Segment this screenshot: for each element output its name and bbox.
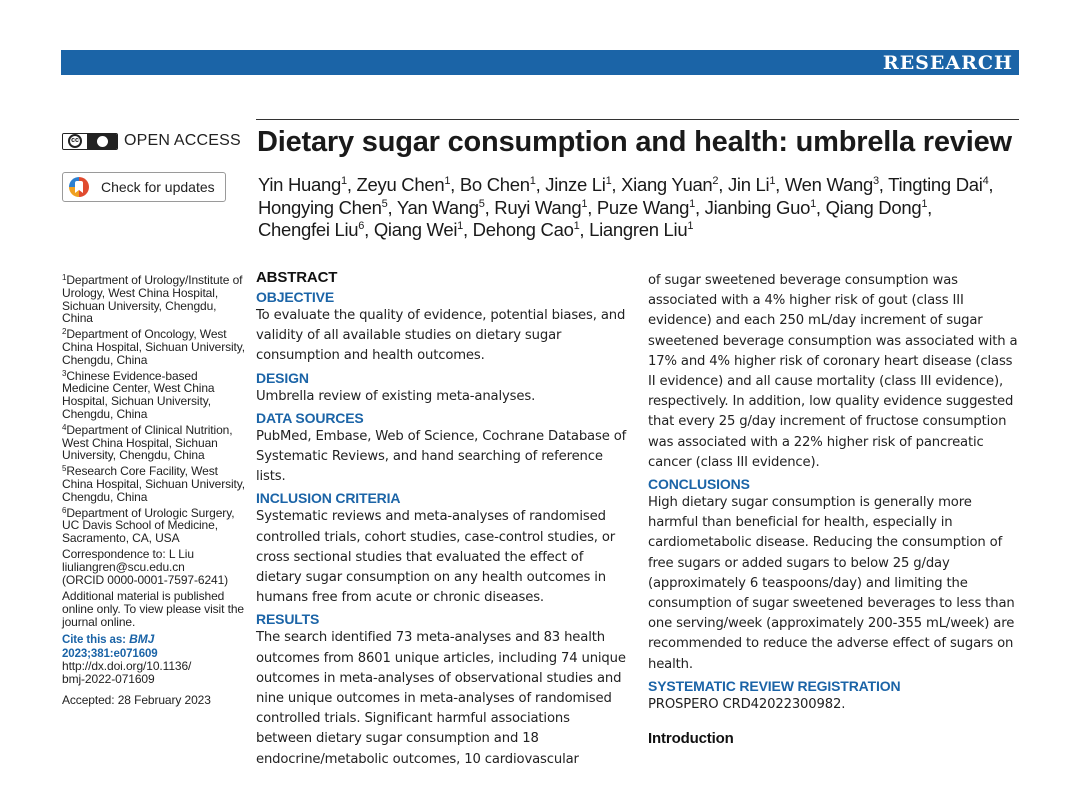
citation [62,633,247,686]
author-name: Yan Wang [396,196,479,218]
author-name: Puze Wang [596,196,690,218]
author-affiliation-number: 6 [358,220,365,232]
author-affiliation-number: 5 [478,197,485,210]
author-name: Xiang Yuan [621,174,713,195]
conclusions-text: High dietary sugar consumption is generally more harmful than beneficial for health, especially in cardiometabolic disease. Reducing the consumption of free sugars or added sugars to below 25 g/day (approximately 6 teaspoons/day) and limiting the consumption of sugar sweetened beverages to less than one serving/week (approximately 200-355 mL/week) are recommended to reduce the adverse effect of sugars on health. [648,495,1015,672]
affiliation-text: Department of Clinical Nutrition, West China Hospital, Sichuan University, Chengdu, China [62,422,233,463]
author-name: Qiang Wei [373,219,458,240]
accepted-date [62,694,247,707]
registration-heading: SYSTEMATIC REVIEW REGISTRATION [648,677,901,694]
results-heading: RESULTS [256,611,320,628]
affiliation-item [62,507,247,545]
affiliation-text: Research Core Facility, West China Hospital, Sichuan University, Chengdu, China [62,464,246,504]
correspondence [62,548,247,586]
affiliation-item [62,328,247,366]
author-name: Jinze Li [545,174,606,195]
conclusions-heading: CONCLUSIONS [648,476,750,493]
registration-text: PROSPERO CRD42022300982. [648,696,846,712]
article-title: Dietary sugar consumption and health: umbrella review [257,126,1012,158]
doi-link[interactable]: http://dx.doi.org/10.1136/ [62,659,192,674]
author-name: Tingting Dai [888,174,983,195]
data-sources-heading: DATA SOURCES [256,409,364,426]
author-affiliation-number: 1 [581,197,588,210]
author-affiliation-number: 1 [769,175,776,187]
affiliation-text: Chinese Evidence-based Medicine Center, West China Hospital, Sichuan University, Chengdu, China [62,368,215,421]
title-rule [256,119,1019,120]
author-affiliation-number: 5 [381,197,388,210]
affiliation-number: 4 [62,422,67,432]
cite-journal: BMJ [129,631,155,646]
author-name: Qiang Dong [825,196,922,218]
author-name: Ruyi Wang [494,196,582,218]
doi-link-cont[interactable]: bmj-2022-071609 [62,672,155,687]
author-affiliation-number: 1 [921,197,928,210]
author-name: Liangren Liu [589,219,688,240]
author-affiliation-number: 1 [341,175,347,187]
affiliation-text: Department of Urology/Institute of Urology, West China Hospital, Sichuan University, Chengdu, China [62,273,243,326]
objective-heading: OBJECTIVE [256,289,335,305]
affiliation-item [62,465,247,503]
correspondence-orcid: (ORCID 0000-0001-7597-6241) [62,572,229,587]
cite-ref: 2023;381:e071609 [62,647,158,660]
additional-material-note: Additional material is published online only. To view please visit the journal online. [62,589,244,629]
author-name: Bo Chen [459,174,530,195]
author-affiliation-number: 1 [529,175,536,187]
author-affiliation-number: 1 [605,175,612,187]
abstract-column-1 [256,270,628,770]
author-affiliation-number: 4 [982,175,989,187]
affiliation-number: 6 [62,505,67,515]
correspondence-name: L Liu [168,546,194,561]
abstract-column-2 [648,271,1020,749]
author-name: Wen Wang [784,174,873,195]
cc-by-icon: cc [62,133,118,150]
author-name: Zeyu Chen [356,174,445,195]
affiliation-number: 2 [62,327,67,337]
author-affiliation-number: 2 [712,175,719,187]
results-text: The search identified 73 meta-analyses and 83 health outcomes from 8601 unique articles, including 74 unique outcomes in meta-analyses of observational studies and nine unique outcomes in meta-analyses of randomised controlled trials. Significant harmful associations between dietary sugar consumption and 18 endocrine/metabolic outcomes, 10 cardiovascular [256,630,626,767]
author-list: Yin Huang$^1$, Zeyu Chen$^1$, Bo Chen$^1$, Jinze Li$^1$, Xiang Yuan$^2$, Jin Li$^1$, Wen Wang$^3$, Tingting Dai$^4$, Hongying Chen$^5$, Yan Wang$^5$, Ruyi Wang$^1$, Puze Wang$^1$, Jianbing Guo$^1$, Qiang Dong$^1$, Chengfei Liu$^6$, Qiang Wei$^1$, Dehong Cao$^1$, Liangren Liu$^1$ [258,174,994,240]
section-label: RESEARCH [882,52,1013,74]
affiliation-item [62,370,247,421]
results-text-continued: of sugar sweetened beverage consumption was associated with a 4% higher risk of gout (class III evidence) and each 250 mL/day increment of sugar sweetened beverage consumption was associated with a 17% and 4% higher risk of coronary heart disease (class II evidence) and all cause mortality (class III evidence), respectively. In addition, low quality evidence suggested that every 25 g/day increment of fructose consumption was associated with a 22% higher risk of pancreatic cancer (class III evidence). [648,273,1018,470]
accepted-value: 28 February 2023 [117,692,211,707]
design-heading: DESIGN [256,369,309,386]
cite-label: Cite this as: [62,633,126,646]
bookmark-update-icon [69,177,89,197]
affiliation-number: 3 [62,368,67,378]
open-access-badge [62,132,241,150]
author-name: Jianbing Guo [704,196,811,218]
affiliation-item [62,424,247,462]
author-affiliation-number: 1 [689,197,695,210]
introduction-heading: Introduction [648,730,734,748]
affiliation-text: Department of Oncology, West China Hospital, Sichuan University, Chengdu, China [62,327,246,367]
check-for-updates-label: Check for updates [101,179,215,195]
author-name: Yin Huang [258,174,342,195]
objective-text: To evaluate the quality of evidence, potential biases, and validity of all available studies on dietary sugar consumption and health outcomes. [256,308,626,364]
affiliation-item [62,274,247,325]
author-name: Chengfei Liu [258,219,359,240]
author-name: Hongying Chen [258,196,382,218]
author-name: Jin Li [727,174,770,195]
affiliation-list [62,274,247,545]
check-for-updates-button[interactable] [62,172,226,202]
affiliation-number: 5 [62,464,67,474]
correspondence-label: Correspondence to: [62,546,166,561]
inclusion-criteria-heading: INCLUSION CRITERIA [256,490,401,507]
data-sources-text: PubMed, Embase, Web of Science, Cochrane Database of Systematic Reviews, and hand searching of reference lists. [256,428,627,485]
accepted-label: Accepted: [62,692,115,707]
author-name: Dehong Cao [472,219,574,240]
design-text: Umbrella review of existing meta-analyses. [256,388,536,404]
author-affiliation-number: 1 [573,220,580,232]
article-sidebar [62,274,247,707]
open-access-label: OPEN ACCESS [124,132,241,149]
section-banner [61,50,1019,75]
author-affiliation-number: 1 [810,197,816,210]
author-affiliation-number: 3 [872,175,879,187]
author-affiliation-number: 1 [687,220,694,232]
affiliation-text: Department of Urologic Surgery, UC Davis School of Medicine, Sacramento, CA, USA [62,505,235,546]
correspondence-email[interactable]: liuliangren@scu.edu.cn [62,559,185,574]
inclusion-criteria-text: Systematic reviews and meta-analyses of randomised controlled trials, cohort studies, case-control studies, or cross sectional studies that evaluated the effect of dietary sugar consumption on any health outcomes in humans free from acute or chronic diseases. [256,509,616,606]
author-affiliation-number: 1 [457,220,463,232]
affiliation-number: 1 [62,273,67,282]
abstract-heading: ABSTRACT [256,269,338,286]
author-affiliation-number: 1 [444,175,451,187]
